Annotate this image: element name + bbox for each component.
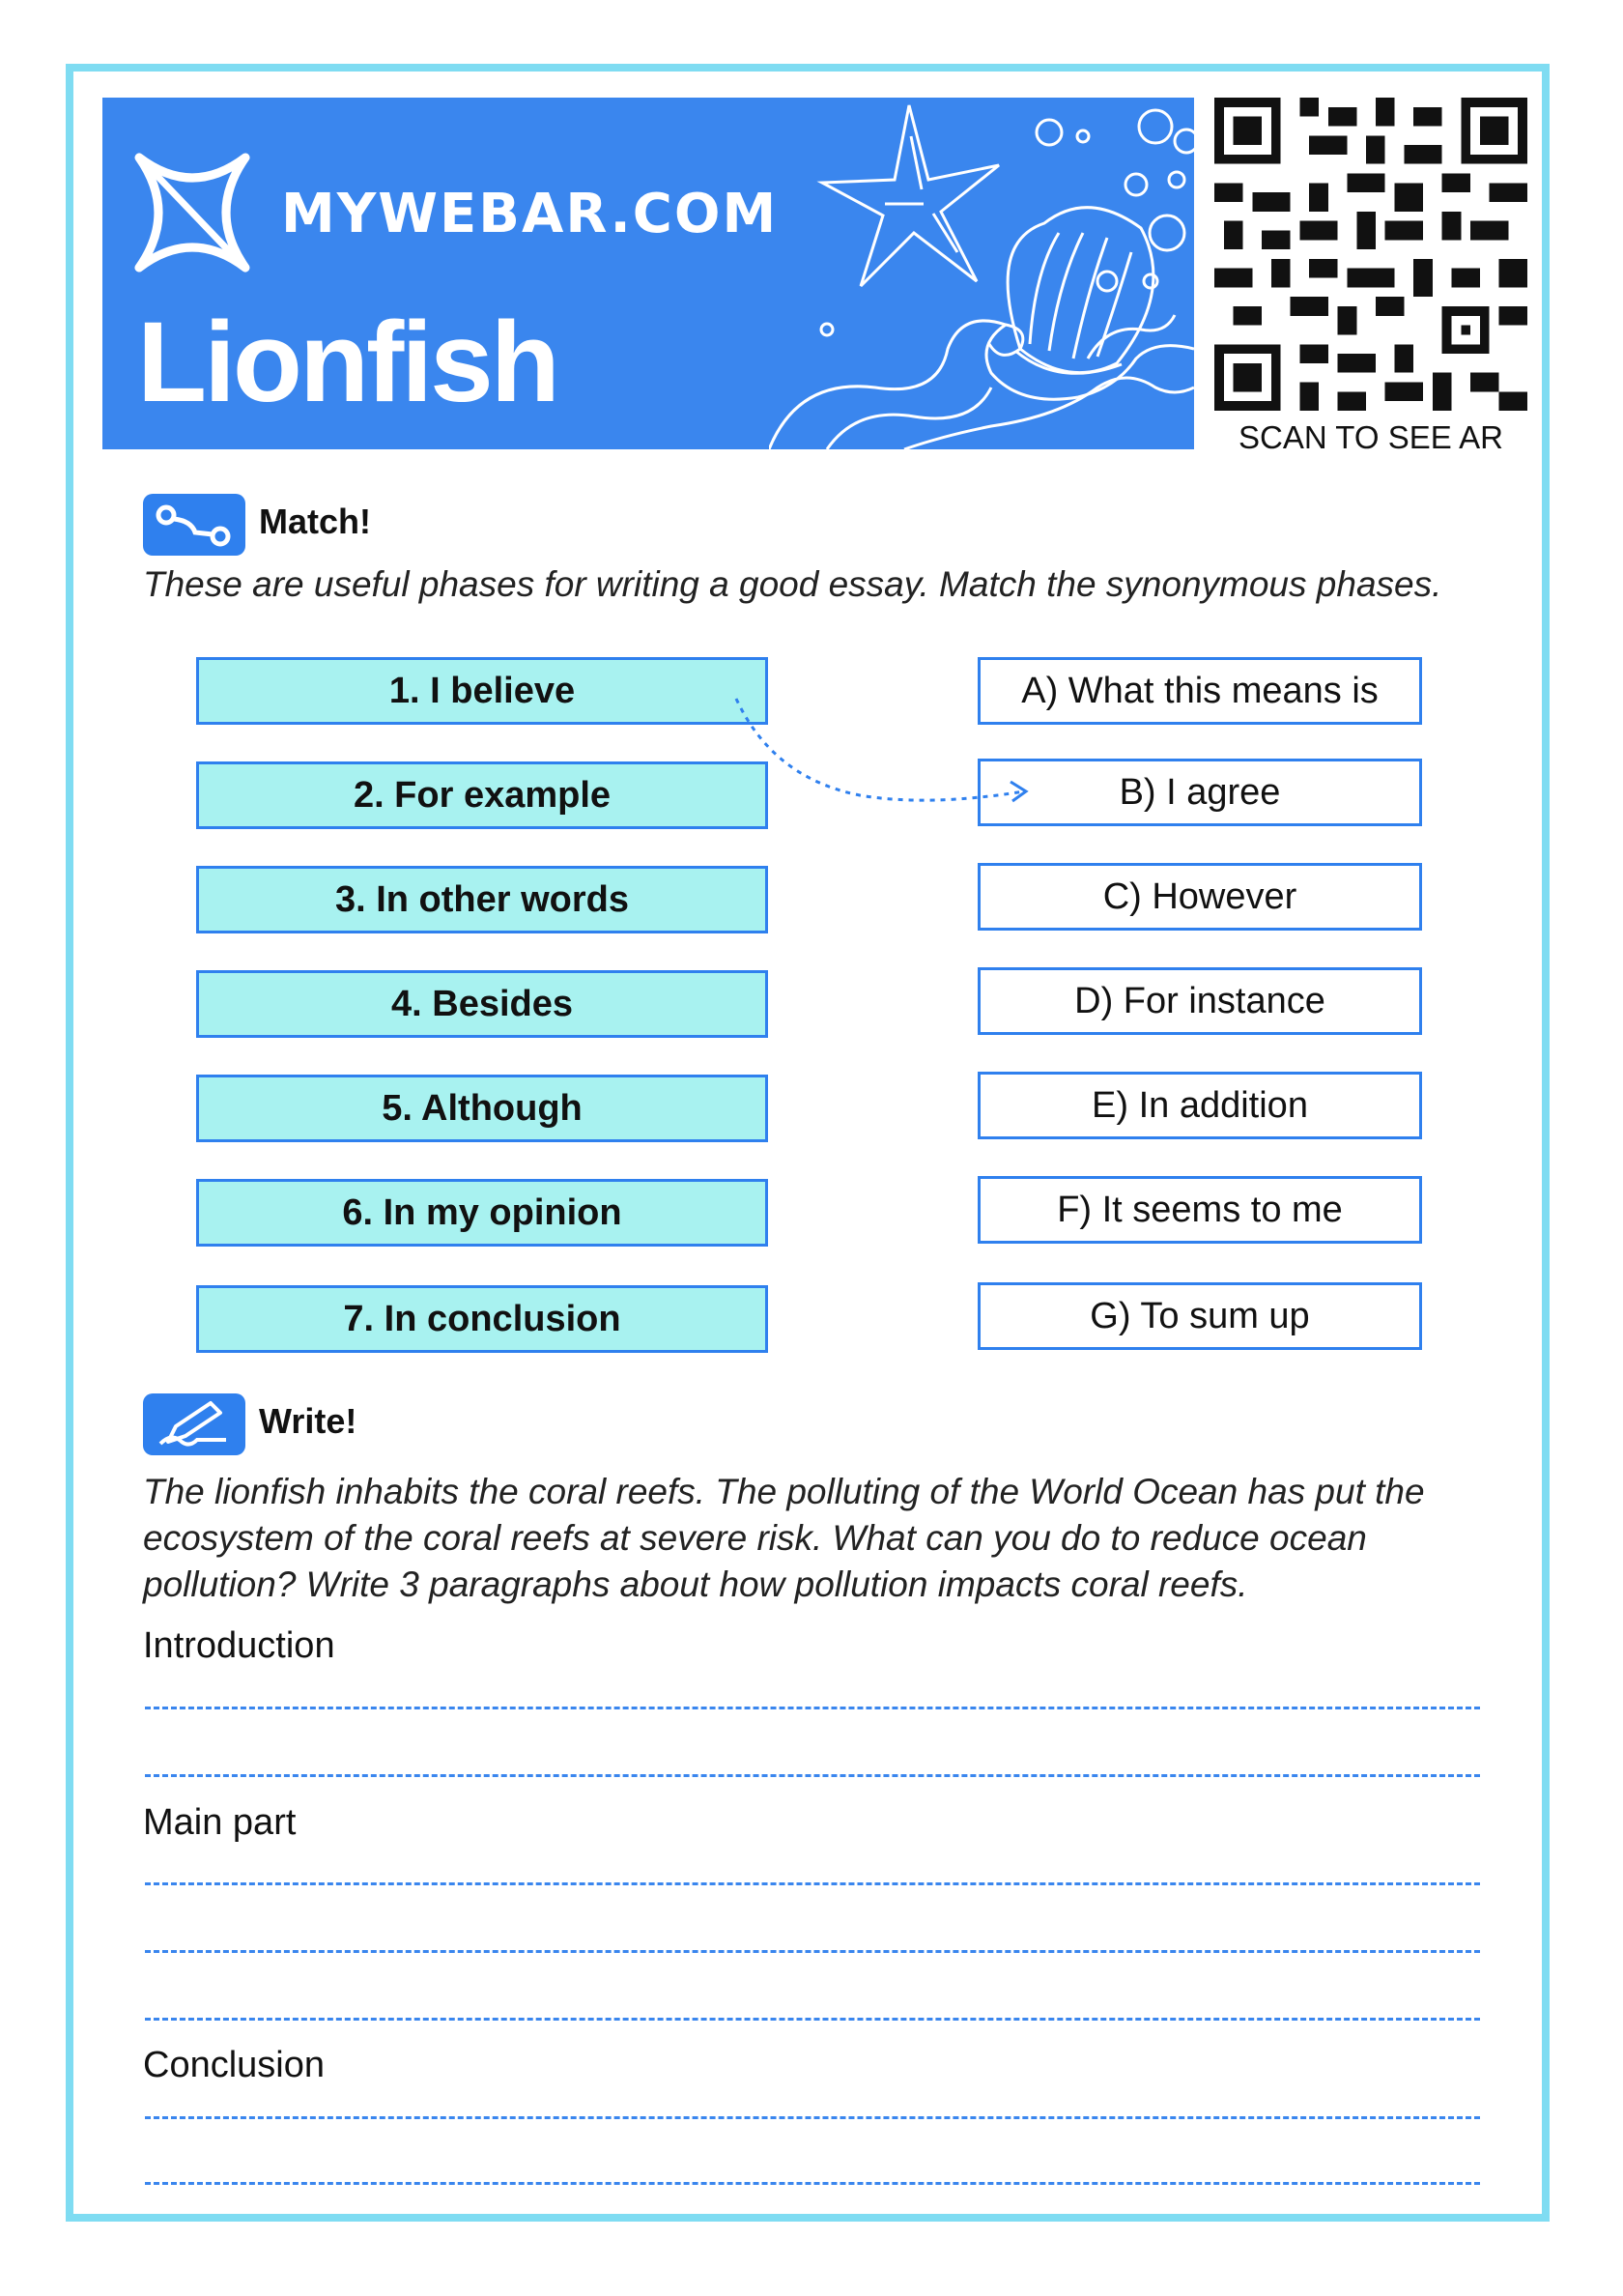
match-right-item[interactable]: E) In addition <box>978 1072 1422 1139</box>
part-label-introduction: Introduction <box>143 1625 335 1666</box>
match-left-item[interactable]: 7. In conclusion <box>196 1285 768 1353</box>
match-left-item[interactable]: 5. Although <box>196 1075 768 1142</box>
part-label-conclusion: Conclusion <box>143 2045 325 2085</box>
logo-x-icon <box>129 150 255 275</box>
match-heading: Match! <box>259 502 371 541</box>
header-banner <box>102 98 1194 449</box>
qr-code-icon[interactable] <box>1211 98 1530 411</box>
writing-line[interactable] <box>145 2018 1480 2021</box>
write-heading: Write! <box>259 1401 357 1441</box>
write-instruction: The lionfish inhabits the coral reefs. The polluting of the World Ocean has put the ecosystem of the coral reefs at severe risk. What can you do to reduce ocean pollution? Write 3 paragraphs about how pollution impacts coral reefs. <box>143 1472 1425 1604</box>
writing-line[interactable] <box>145 1707 1480 1709</box>
writing-line[interactable] <box>145 2116 1480 2119</box>
match-instruction: These are useful phases for writing a good essay. Match the synonymous phases. <box>143 564 1442 604</box>
page-title: Lionfish <box>137 299 557 426</box>
match-right-item[interactable]: A) What this means is <box>978 657 1422 725</box>
match-left-item[interactable]: 1. I believe <box>196 657 768 725</box>
pencil-icon <box>143 1393 245 1455</box>
writing-line[interactable] <box>145 1774 1480 1777</box>
writing-line[interactable] <box>145 1950 1480 1953</box>
qr-caption: SCAN TO SEE AR <box>1239 419 1503 455</box>
connect-icon <box>143 494 245 556</box>
example-arrow-icon <box>734 691 1034 817</box>
sea-decoration <box>769 98 1194 449</box>
match-left-item[interactable]: 3. In other words <box>196 866 768 933</box>
part-label-main: Main part <box>143 1802 297 1843</box>
match-right-item[interactable]: C) However <box>978 863 1422 931</box>
match-right-item[interactable]: F) It seems to me <box>978 1176 1422 1244</box>
match-left-item[interactable]: 6. In my opinion <box>196 1179 768 1247</box>
writing-line[interactable] <box>145 2182 1480 2185</box>
site-name: MYWEBAR.COM <box>281 183 779 245</box>
match-right-item[interactable]: D) For instance <box>978 967 1422 1035</box>
match-right-item[interactable]: B) I agree <box>978 759 1422 826</box>
match-right-item[interactable]: G) To sum up <box>978 1282 1422 1350</box>
match-left-item[interactable]: 2. For example <box>196 761 768 829</box>
match-left-item[interactable]: 4. Besides <box>196 970 768 1038</box>
writing-line[interactable] <box>145 1882 1480 1885</box>
